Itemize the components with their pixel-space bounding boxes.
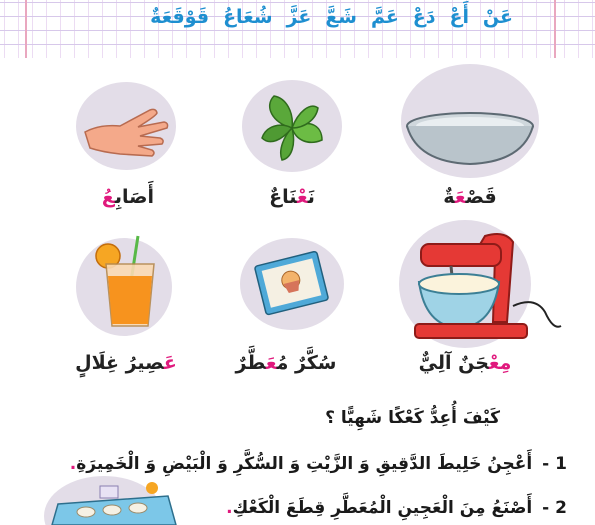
picture-card-mint: [222, 80, 362, 214]
step-text: أَصْنَعُ مِنَ الْعَجِينِ الْمُعَطَّرِ قِطَعَ الْكَعْكِ: [232, 498, 533, 518]
caption-text: صِيرُ غِلَالٍ: [75, 352, 164, 374]
caption-highlight: عَ: [163, 352, 177, 374]
caption-text: ةٌ: [443, 186, 455, 208]
caption-highlight: عُ: [101, 186, 115, 208]
step-end-dot: .: [226, 498, 233, 518]
caption-text: نَاعٌ: [269, 186, 297, 208]
caption-hand: [58, 186, 198, 208]
picture-card-hand: [62, 82, 202, 214]
stand-mixer-icon: [395, 226, 565, 346]
caption-highlight: عَ: [265, 352, 277, 374]
juice-glass-icon: [88, 234, 168, 334]
caption-highlight: عَ: [454, 186, 466, 208]
practice-word: أَعْ: [449, 6, 469, 28]
cookie-tray-picture: [40, 474, 180, 525]
sugar-packet-icon: [252, 250, 332, 320]
caption-highlight: عْ: [297, 186, 308, 208]
caption-sugar: [216, 352, 356, 374]
practice-word: عَمَّ: [370, 6, 399, 28]
mint-leaves-icon: [252, 88, 332, 168]
ruled-practice-strip: [0, 0, 595, 58]
step-number: 1 -: [542, 454, 567, 474]
step-2: [226, 498, 567, 518]
bowl-icon: [395, 104, 545, 184]
step-number: 2 -: [542, 498, 567, 518]
practice-word: شَعَّ: [325, 6, 357, 28]
step-text: أَعْجِنُ خَلِيطَ الدَّقِيقِ وَ الزَّيْتِ وَ السُّكَّرِ وَ الْبَيْضِ وَ الْخَمِيرَةِ: [76, 454, 533, 474]
caption-mixer: [395, 352, 535, 374]
picture-card-juice: [62, 230, 202, 380]
caption-text: جَنٌ آلِيٌّ: [418, 352, 489, 374]
caption-text: سُكَّرٌ مُ: [276, 352, 337, 374]
step-end-dot: .: [69, 454, 77, 474]
picture-card-bowl: [395, 64, 545, 214]
practice-word: دَعْ: [412, 6, 436, 28]
practice-word: عَنْ: [482, 6, 513, 28]
practice-word: عَزَّ: [286, 6, 312, 28]
caption-highlight: مِعْ: [488, 352, 512, 374]
caption-text: طَّرٌ: [235, 352, 266, 374]
letter-words-row: [150, 6, 513, 28]
cookie-tray-icon: [40, 474, 180, 525]
recipe-question: كَيْفَ أُعِدُّ كَعْكًا شَهِيًّا ؟: [325, 408, 500, 428]
margin-line-right: [554, 0, 556, 58]
caption-text: قَصْ: [465, 186, 497, 208]
caption-mint: [222, 186, 362, 208]
caption-juice: [56, 352, 196, 374]
caption-text: نَ: [307, 186, 315, 208]
hand-icon: [80, 92, 170, 162]
practice-word: شُعَاعُ: [223, 6, 273, 28]
margin-line-left: [25, 0, 27, 58]
caption-bowl: [400, 186, 540, 208]
caption-text: أَصَابِ: [114, 186, 155, 208]
step-1: [70, 454, 567, 474]
practice-word: قَوْقَعَةٌ: [150, 6, 210, 28]
picture-card-sugar: [222, 238, 372, 380]
picture-card-mixer: [395, 220, 565, 380]
